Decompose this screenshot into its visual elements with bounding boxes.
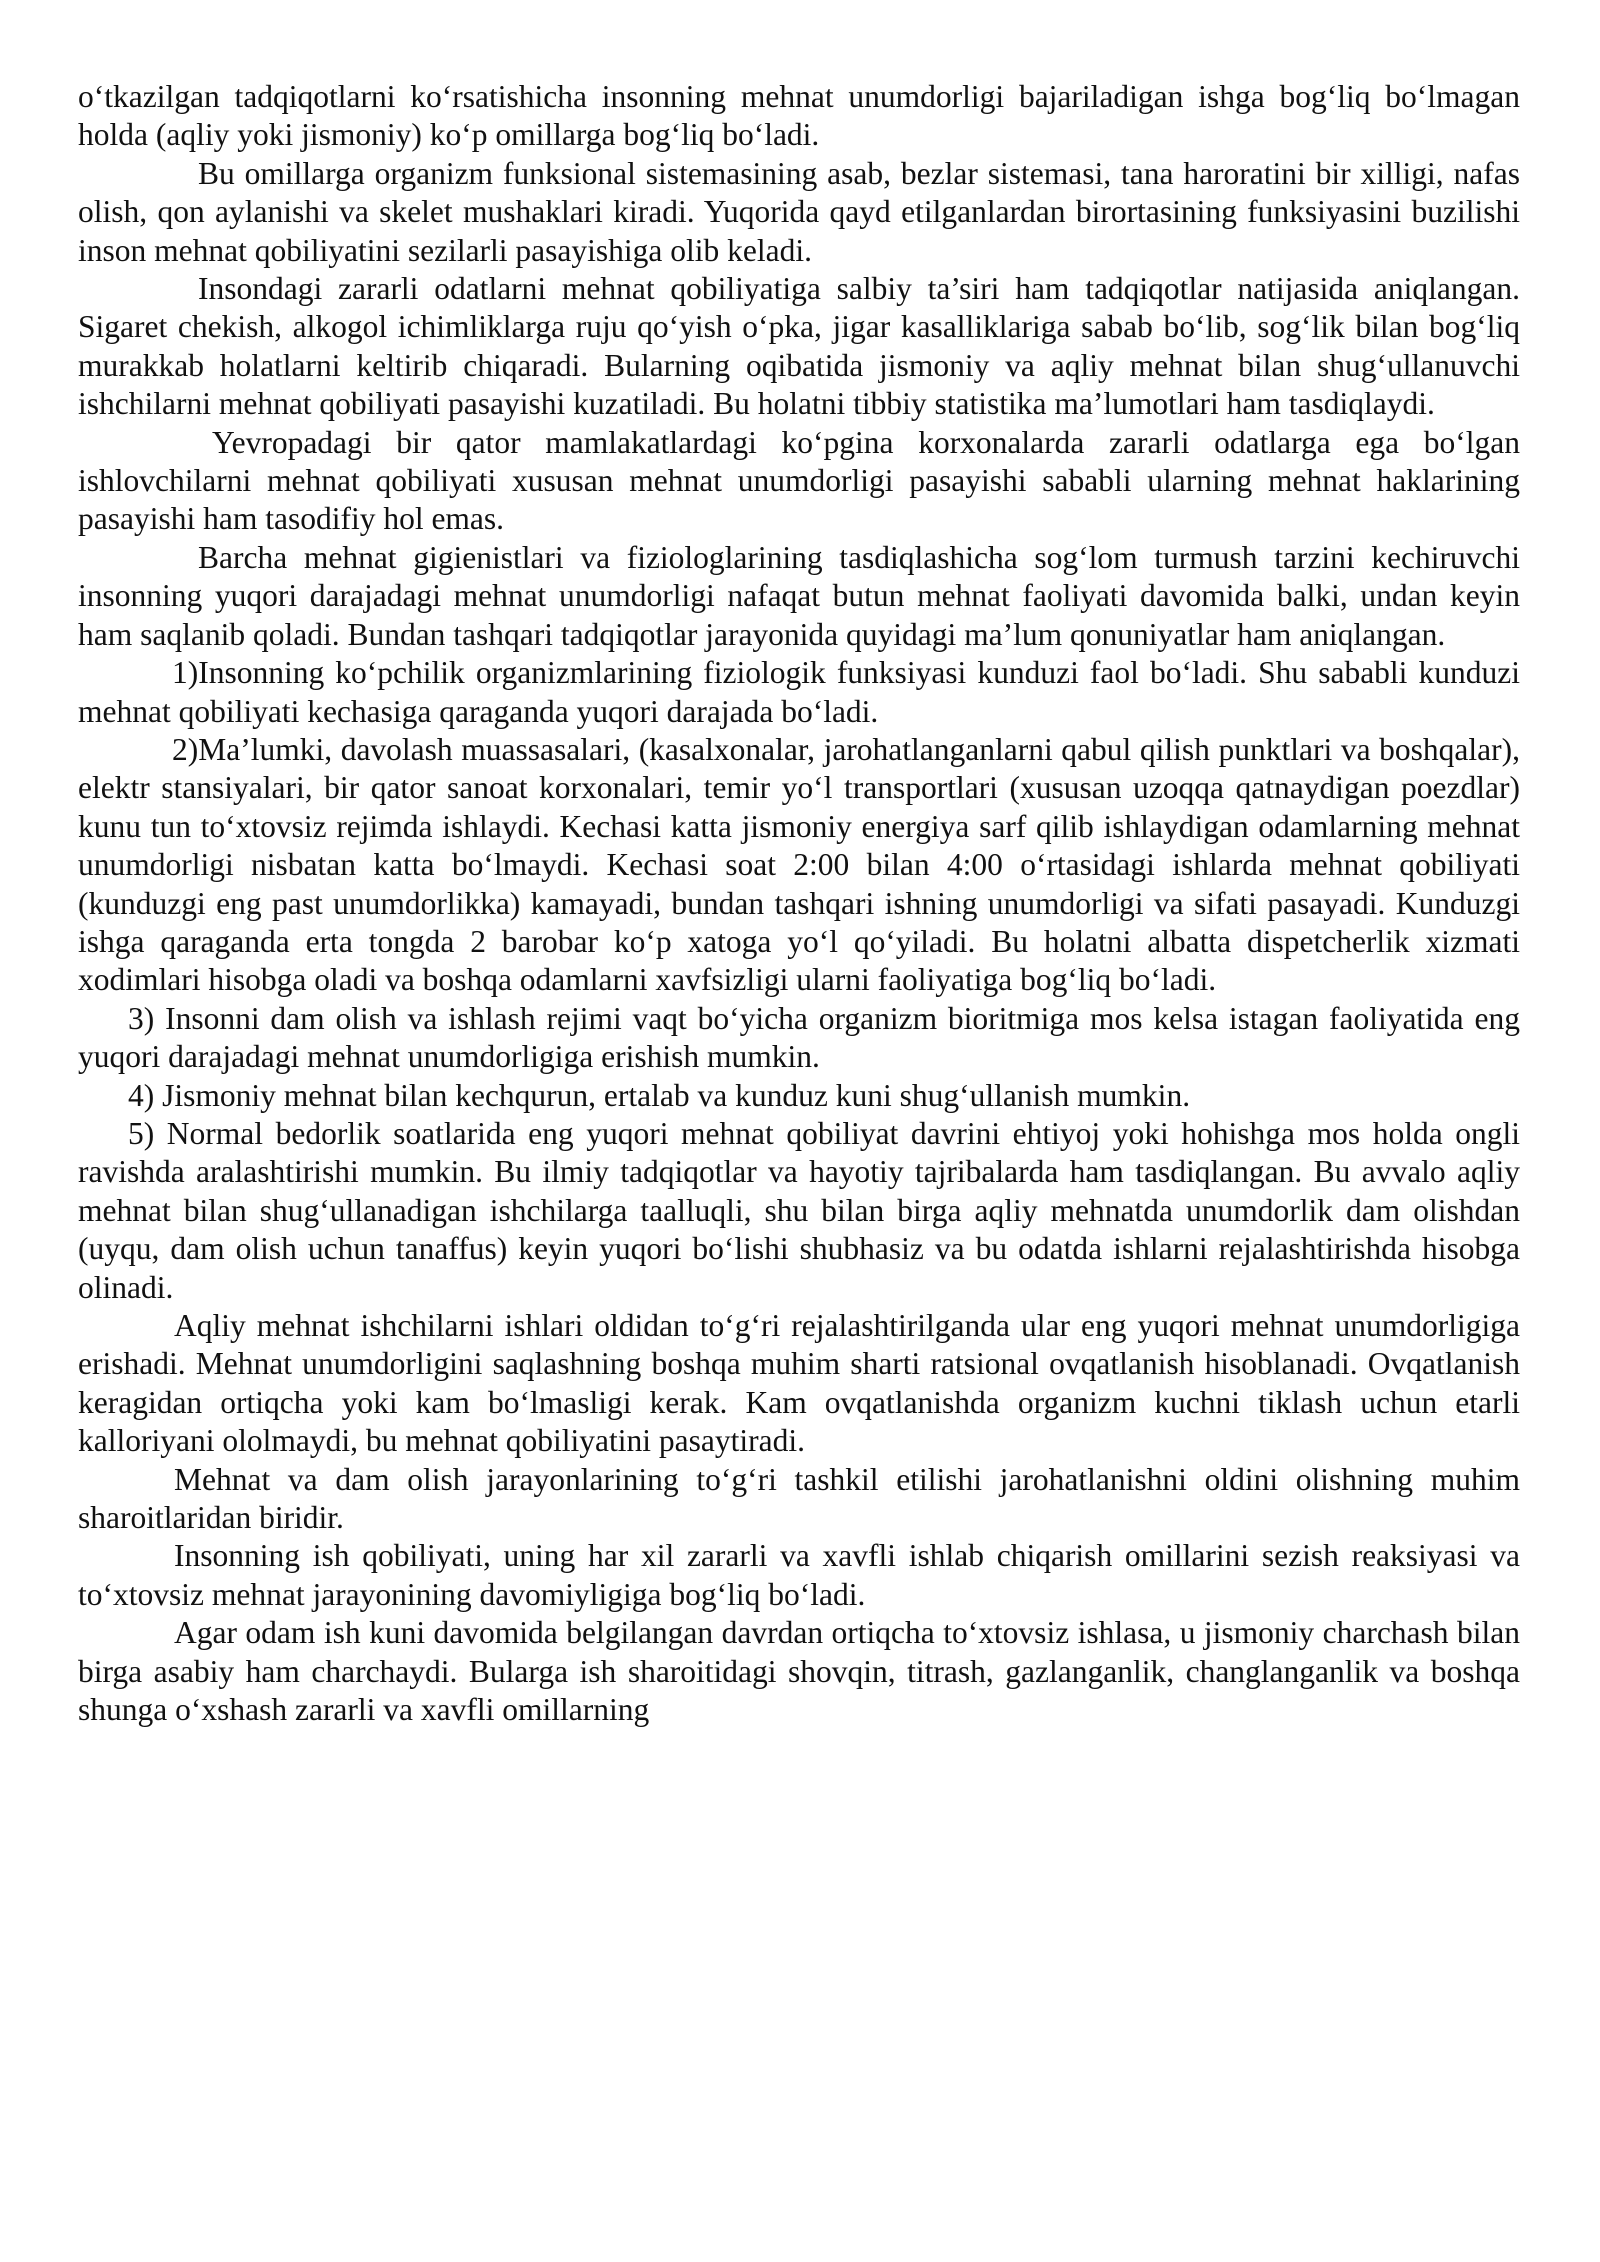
paragraph-1: o‘tkazilgan tadqiqotlarni ko‘rsatishicha insonning mehnat unumdorligi bajariladigan ishga bog‘liq bo‘lmagan holda (aqliy yoki jismoniy) ko‘p omillarga bog‘liq bo‘ladi. [78, 79, 1520, 153]
list-item-5: 5) Normal bedorlik soatlarida eng yuqori mehnat qobiliyat davrini ehtiyoj yoki hohishga mos holda ongli ravishda aralashtirishi mumkin. Bu ilmiy tadqiqotlar va hayotiy tajribalarda ham tasdiqlangan. Bu avvalo aqliy mehnat bilan shug‘ullanadigan ishchilarga taalluqli, shu bilan birga aqliy mehnatda unumdorlik dam olishdan (uyqu, dam olish uchun tanaffus) keyin yuqori bo‘lishi shubhasiz va bu odatda ishlarni rejalashtirishda hisobga olinadi. [78, 1115, 1520, 1305]
paragraph-8: Insonning ish qobiliyati, uning har xil zararli va xavfli ishlab chiqarish omillarini sezish reaksiyasi va to‘xtovsiz mehnat jarayonining davomiyligiga bog‘liq bo‘ladi. [78, 1538, 1520, 1612]
paragraph-4: Yevropadagi bir qator mamlakatlardagi ko‘pgina korxonalarda zararli odatlarga ega bo‘lgan ishlovchilarni mehnat qobiliyati xususan mehnat unumdorligi pasayishi sababli ularning mehnat haklarining pasayishi ham tasodifiy hol emas. [78, 424, 1520, 537]
document-page [78, 78, 1520, 1729]
paragraph-2: Bu omillarga organizm funksional sistemasining asab, bezlar sistemasi, tana haroratini bir xilligi, nafas olish, qon aylanishi va skelet mushaklari kiradi. Yuqorida qayd etilganlardan birortasining funksiyasini buzilishi inson mehnat qobiliyatini sezilarli pasayishiga olib keladi. [78, 155, 1520, 268]
paragraph-7: Mehnat va dam olish jarayonlarining to‘g‘ri tashkil etilishi jarohatlanishni oldini olishning muhim sharoitlaridan biridir. [78, 1461, 1520, 1536]
paragraph-5: Barcha mehnat gigienistlari va fiziologlarining tasdiqlashicha sog‘lom turmush tarzini kechiruvchi insonning yuqori darajadagi mehnat unumdorligi nafaqat butun mehnat faoliyati davomida balki, undan keyin ham saqlanib qoladi. Bundan tashqari tadqiqotlar jarayonida quyidagi ma’lum qonuniyatlar ham aniqlangan. [78, 539, 1520, 652]
list-item-3: 3) Insonni dam olish va ishlash rejimi vaqt bo‘yicha organizm bioritmiga mos kelsa istagan faoliyatida eng yuqori darajadagi mehnat unumdorligiga erishish mumkin. [78, 1000, 1520, 1075]
paragraph-6: Aqliy mehnat ishchilarni ishlari oldidan to‘g‘ri rejalashtirilganda ular eng yuqori mehnat unumdorligiga erishadi. Mehnat unumdorligini saqlashning boshqa muhim sharti ratsional ovqatlanish hisoblanadi. Ovqatlanish keragidan ortiqcha yoki kam bo‘lmasligi kerak. Kam ovqatlanishda organizm kuchni tiklash uchun etarli kalloriyani ololmaydi, bu mehnat qobiliyatini pasaytiradi. [78, 1308, 1520, 1459]
list-item-4: 4) Jismoniy mehnat bilan kechqurun, ertalab va kunduz kuni shug‘ullanish mumkin. [128, 1077, 1191, 1113]
paragraph-9: Agar odam ish kuni davomida belgilangan davrdan ortiqcha to‘xtovsiz ishlasa, u jismoniy charchash bilan birga asabiy ham charchaydi. Bularga ish sharoitidagi shovqin, titrash, gazlanganlik, changlanganlik va boshqa shunga o‘xshash zararli va xavfli omillarning [78, 1615, 1520, 1728]
paragraph-3: Insondagi zararli odatlarni mehnat qobiliyatiga salbiy ta’siri ham tadqiqotlar natijasida aniqlangan. Sigaret chekish, alkogol ichimliklarga ruju qo‘yish o‘pka, jigar kasalliklariga sabab bo‘lib, sog‘lik bilan bog‘liq murakkab holatlarni keltirib chiqaradi. Bularning oqibatida jismoniy va aqliy mehnat bilan shug‘ullanuvchi ishchilarni mehnat qobiliyati pasayishi kuzatiladi. Bu holatni tibbiy statistika ma’lumotlari ham tasdiqlaydi. [78, 271, 1520, 422]
list-item-2: 2)Ma’lumki, davolash muassasalari, (kasalxonalar, jarohatlanganlarni qabul qilish punktlari va boshqalar), elektr stansiyalari, bir qator sanoat korxonalari, temir yo‘l transportlari (xususan uzoqqa qatnaydigan poezdlar) kunu tun to‘xtovsiz rejimda ishlaydi. Kechasi katta jismoniy energiya sarf qilib ishlaydigan odamlarning mehnat unumdorligi nisbatan katta bo‘lmaydi. Kechasi soat 2:00 bilan 4:00 o‘rtasidagi ishlarda mehnat qobiliyati (kunduzgi eng past unumdorlikka) kamayadi, bundan tashqari ishning unumdorligi va sifati pasayadi. Kunduzgi ishga qaraganda erta tongda 2 barobar ko‘p xatoga yo‘l qo‘yiladi. Bu holatni albatta dispetcherlik xizmati xodimlari hisobga oladi va boshqa odamlarni xavfsizligi ularni faoliyatiga bog‘liq bo‘ladi. [78, 731, 1520, 998]
list-item-1: 1)Insonning ko‘pchilik organizmlarining fiziologik funksiyasi kunduzi faol bo‘ladi. Shu sababli kunduzi mehnat qobiliyati kechasiga qaraganda yuqori darajada bo‘ladi. [78, 655, 1520, 729]
